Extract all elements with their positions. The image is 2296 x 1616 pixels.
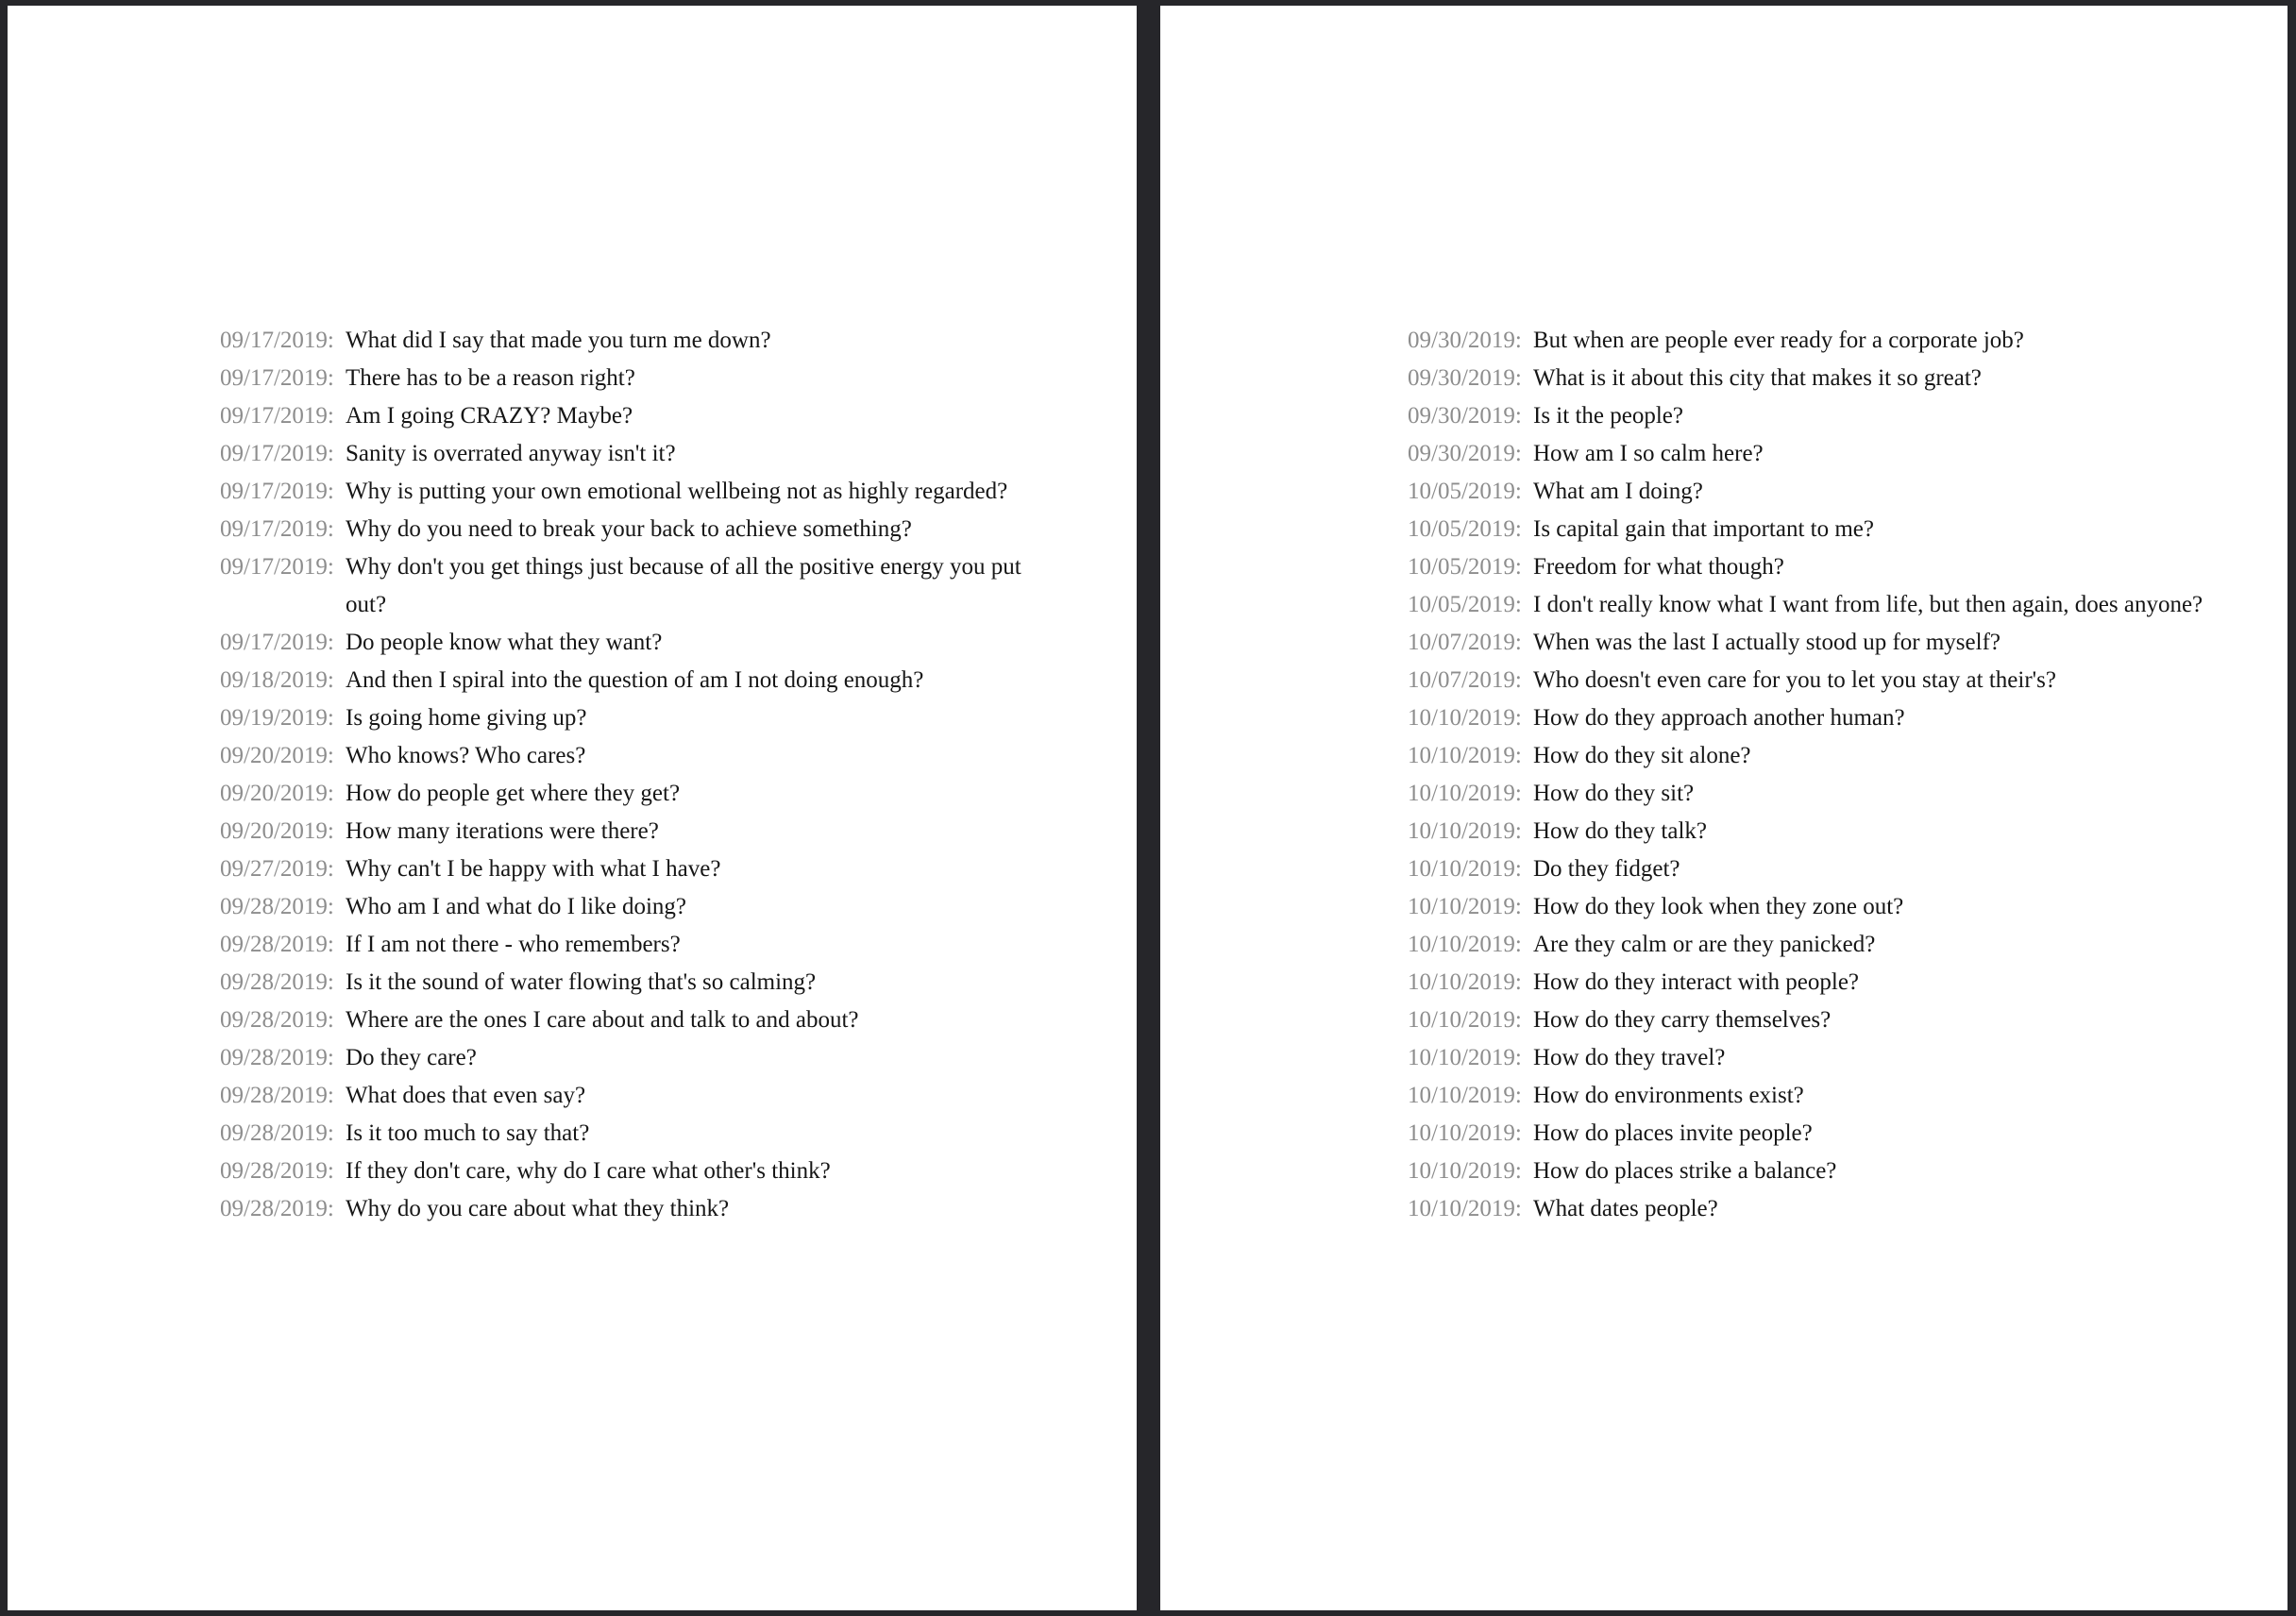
entry-question: How am I so calm here? — [1533, 441, 1764, 466]
journal-entry — [220, 699, 1032, 737]
entry-date: 10/05/2019: — [1408, 592, 1522, 617]
entry-date: 10/10/2019: — [1408, 1120, 1522, 1146]
entry-question: Is it the sound of water flowing that's so calming? — [346, 969, 817, 995]
entry-question: When was the last I actually stood up for myself? — [1533, 630, 2001, 655]
entry-date: 10/10/2019: — [1408, 1007, 1522, 1033]
journal-entry — [1408, 1153, 2257, 1190]
entry-date: 10/10/2019: — [1408, 894, 1522, 919]
entry-question: Do people know what they want? — [346, 630, 663, 655]
entry-date: 09/17/2019: — [220, 441, 334, 466]
entry-question: How do places strike a balance? — [1533, 1158, 1837, 1184]
entry-date: 09/20/2019: — [220, 743, 334, 768]
journal-entry — [1408, 699, 2257, 737]
entry-question: Is going home giving up? — [346, 705, 587, 731]
journal-entry — [1408, 926, 2257, 964]
journal-entry — [1408, 1039, 2257, 1077]
entry-date: 09/27/2019: — [220, 856, 334, 882]
entry-date: 10/10/2019: — [1408, 969, 1522, 995]
journal-entry — [220, 850, 1032, 888]
entry-question: How many iterations were there? — [346, 818, 659, 844]
journal-entry — [1408, 548, 2257, 586]
entry-date: 09/19/2019: — [220, 705, 334, 731]
journal-entry — [1408, 813, 2257, 850]
entry-date: 10/07/2019: — [1408, 667, 1522, 693]
entry-question: Is it too much to say that? — [346, 1120, 590, 1146]
entry-question: Who am I and what do I like doing? — [346, 894, 687, 919]
entry-date: 09/18/2019: — [220, 667, 334, 693]
entry-question: If I am not there - who remembers? — [346, 932, 681, 957]
document-page-right — [1160, 6, 2288, 1610]
journal-entry — [1408, 360, 2257, 397]
entry-date: 10/10/2019: — [1408, 1083, 1522, 1108]
entry-date: 09/17/2019: — [220, 554, 334, 580]
entry-question: And then I spiral into the question of am I not doing enough? — [346, 667, 924, 693]
journal-entry — [220, 397, 1032, 435]
entry-date: 10/10/2019: — [1408, 1045, 1522, 1070]
journal-entry — [1408, 964, 2257, 1002]
journal-entry — [220, 1153, 1032, 1190]
journal-entry — [220, 888, 1032, 926]
journal-entry — [1408, 511, 2257, 548]
entry-question: How do people get where they get? — [346, 781, 681, 806]
entry-question: Do they care? — [346, 1045, 477, 1070]
entry-question: There has to be a reason right? — [346, 365, 635, 391]
entry-question: Why can't I be happy with what I have? — [346, 856, 721, 882]
journal-entry — [220, 1115, 1032, 1153]
journal-entry — [220, 473, 1032, 511]
entry-date: 10/10/2019: — [1408, 932, 1522, 957]
entry-question: How do environments exist? — [1533, 1083, 1804, 1108]
entry-question: How do they approach another human? — [1533, 705, 1905, 731]
entry-date: 09/17/2019: — [220, 516, 334, 542]
entry-question: Sanity is overrated anyway isn't it? — [346, 441, 676, 466]
entry-question: What does that even say? — [346, 1083, 586, 1108]
entry-date: 09/20/2019: — [220, 818, 334, 844]
entry-date: 09/30/2019: — [1408, 328, 1522, 353]
entry-date: 09/28/2019: — [220, 932, 334, 957]
entry-date: 09/30/2019: — [1408, 403, 1522, 429]
journal-entry — [1408, 850, 2257, 888]
journal-entry — [1408, 322, 2257, 360]
entry-question: Am I going CRAZY? Maybe? — [346, 403, 633, 429]
journal-entry — [1408, 397, 2257, 435]
journal-entry — [1408, 888, 2257, 926]
entry-question: Why do you need to break your back to achieve something? — [346, 516, 912, 542]
entry-date: 10/05/2019: — [1408, 479, 1522, 504]
entry-question: Are they calm or are they panicked? — [1533, 932, 1876, 957]
entry-question: Do they fidget? — [1533, 856, 1680, 882]
journal-entry — [220, 360, 1032, 397]
entry-date: 10/10/2019: — [1408, 856, 1522, 882]
entry-question: If they don't care, why do I care what other's think? — [346, 1158, 831, 1184]
entry-question: How do they sit? — [1533, 781, 1695, 806]
journal-entry — [220, 813, 1032, 850]
entry-date: 10/10/2019: — [1408, 743, 1522, 768]
entry-date: 10/07/2019: — [1408, 630, 1522, 655]
entry-question: Who doesn't even care for you to let you stay at their's? — [1533, 667, 2056, 693]
journal-entry — [220, 1077, 1032, 1115]
journal-entry — [1408, 1002, 2257, 1039]
journal-entry — [1408, 1115, 2257, 1153]
entry-question: Where are the ones I care about and talk to and about? — [346, 1007, 859, 1033]
entry-date: 09/28/2019: — [220, 1083, 334, 1108]
journal-entry — [1408, 662, 2257, 699]
journal-entry — [1408, 586, 2257, 624]
entry-question: Why don't you get things just because of all the positive energy you put out? — [346, 554, 1021, 617]
entry-date: 09/30/2019: — [1408, 365, 1522, 391]
entry-date: 09/28/2019: — [220, 969, 334, 995]
journal-entry — [1408, 737, 2257, 775]
journal-entry-list — [1408, 322, 2257, 1228]
entry-question: Who knows? Who cares? — [346, 743, 586, 768]
journal-entry — [220, 1190, 1032, 1228]
journal-entry — [1408, 775, 2257, 813]
entry-question: How do they carry themselves? — [1533, 1007, 1832, 1033]
entry-question: What did I say that made you turn me down? — [346, 328, 771, 353]
entry-question: Freedom for what though? — [1533, 554, 1784, 580]
journal-entry — [220, 737, 1032, 775]
journal-entry — [220, 964, 1032, 1002]
entry-question: Is it the people? — [1533, 403, 1683, 429]
entry-question: How do they look when they zone out? — [1533, 894, 1904, 919]
journal-entry — [220, 322, 1032, 360]
entry-date: 09/28/2019: — [220, 1120, 334, 1146]
journal-entry — [220, 435, 1032, 473]
entry-question: How do they interact with people? — [1533, 969, 1860, 995]
entry-question: I don't really know what I want from life, but then again, does anyone? — [1533, 592, 2203, 617]
entry-date: 09/17/2019: — [220, 479, 334, 504]
journal-entry — [220, 511, 1032, 548]
journal-entry — [220, 624, 1032, 662]
journal-entry — [220, 548, 1032, 624]
journal-entry — [220, 1002, 1032, 1039]
entry-date: 09/17/2019: — [220, 328, 334, 353]
journal-entry — [220, 926, 1032, 964]
entry-question: What dates people? — [1533, 1196, 1718, 1221]
journal-entry — [220, 1039, 1032, 1077]
entry-date: 09/28/2019: — [220, 894, 334, 919]
entry-question: Why is putting your own emotional wellbeing not as highly regarded? — [346, 479, 1008, 504]
entry-question: What is it about this city that makes it so great? — [1533, 365, 1982, 391]
journal-entry — [1408, 1190, 2257, 1228]
entry-date: 09/30/2019: — [1408, 441, 1522, 466]
document-page-left — [8, 6, 1137, 1610]
entry-question: How do they talk? — [1533, 818, 1707, 844]
entry-question: What am I doing? — [1533, 479, 1703, 504]
entry-date: 10/10/2019: — [1408, 781, 1522, 806]
entry-question: How do they travel? — [1533, 1045, 1726, 1070]
entry-date: 10/10/2019: — [1408, 705, 1522, 731]
entry-date: 10/05/2019: — [1408, 516, 1522, 542]
entry-question: How do places invite people? — [1533, 1120, 1813, 1146]
journal-entry — [220, 662, 1032, 699]
entry-date: 09/20/2019: — [220, 781, 334, 806]
entry-question: But when are people ever ready for a corporate job? — [1533, 328, 2024, 353]
journal-entry — [1408, 435, 2257, 473]
entry-question: How do they sit alone? — [1533, 743, 1751, 768]
entry-date: 09/28/2019: — [220, 1196, 334, 1221]
entry-date: 09/17/2019: — [220, 403, 334, 429]
entry-date: 09/28/2019: — [220, 1007, 334, 1033]
entry-question: Is capital gain that important to me? — [1533, 516, 1874, 542]
journal-entry — [1408, 1077, 2257, 1115]
entry-date: 09/28/2019: — [220, 1045, 334, 1070]
entry-date: 09/28/2019: — [220, 1158, 334, 1184]
journal-entry — [1408, 624, 2257, 662]
entry-date: 09/17/2019: — [220, 630, 334, 655]
journal-entry-list — [220, 322, 1032, 1228]
entry-date: 09/17/2019: — [220, 365, 334, 391]
entry-date: 10/05/2019: — [1408, 554, 1522, 580]
journal-entry — [220, 775, 1032, 813]
journal-entry — [1408, 473, 2257, 511]
entry-date: 10/10/2019: — [1408, 1196, 1522, 1221]
entry-date: 10/10/2019: — [1408, 818, 1522, 844]
entry-date: 10/10/2019: — [1408, 1158, 1522, 1184]
entry-question: Why do you care about what they think? — [346, 1196, 730, 1221]
